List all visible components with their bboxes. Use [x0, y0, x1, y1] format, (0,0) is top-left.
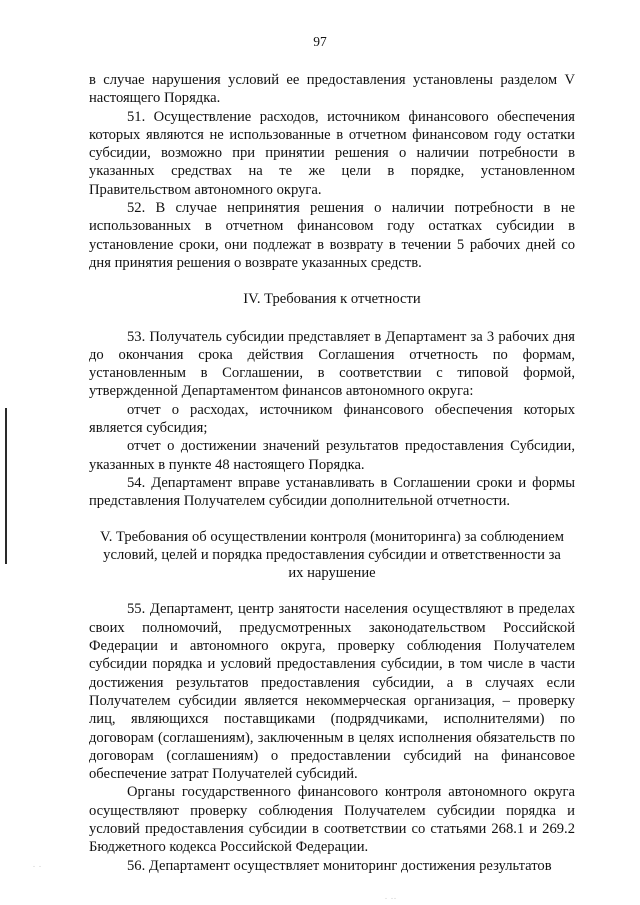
paragraph-56: 56. Департамент осуществляет мониторинг достижения результатов — [127, 857, 552, 874]
scan-speck-left: ∙ ∙ — [33, 862, 42, 871]
page-number: 97 — [313, 34, 327, 49]
paragraph-54: 54. Департамент вправе устанавливать в Соглашении сроки и формы представления Получателем субсидии дополнительной отчетности. — [89, 474, 575, 510]
section-v-heading — [89, 528, 575, 583]
paragraph-51: 51. Осуществление расходов, источником финансового обеспечения которых являются не использованные в отчетном финансовом году остатки субсидии, возможно при принятии решения о наличии потребности в указанных средствах на те же цели в порядке, установленном Правительством автономного округа. — [89, 108, 575, 198]
paragraph-55-control: Органы государственного финансового контроля автономного округа осуществляют проверку соблюдения Получателем субсидии порядка и условий предоставления субсидии в соответствии со статьями 268.1 и 269.2 Бюджетного кодекса Российской Федерации. — [89, 784, 575, 856]
section-v-heading-line-3: их нарушение — [288, 565, 376, 582]
section-v-heading-line-2: условий, целей и порядка предоставления субсидии и ответственности за — [103, 546, 561, 563]
scan-edge-bar — [5, 408, 7, 564]
paragraph-53-item-2: отчет о достижении значений результатов предоставления Субсидии, указанных в пункте 48 настоящего Порядка. — [89, 438, 575, 473]
paragraph-55: 55. Департамент, центр занятости населения осуществляют в пределах своих полномочий, предусмотренных законодательством Российской Федерации и автономного округа, проверку соблюдения Получателем субсидии порядка и условий предоставления субсидии, в том числе в части достижения результатов предоставления субсидии, а в случаях если Получателем субсидии является некоммерческая организация, – проверку лиц, являющихся поставщиками (подрядчиками, исполнителями) по договорам (соглашениям), заключенным в целях исполнения обязательств по договорам (соглашениям) о предоставлении субсидий на финансовое обеспечение затрат Получателей субсидий. — [89, 601, 575, 783]
section-iv-heading: IV. Требования к отчетности — [243, 291, 421, 308]
paragraph-continuation: в случае нарушения условий ее предоставления установлены разделом V настоящего Порядка. — [89, 72, 575, 107]
section-v-heading-line-1: V. Требования об осуществлении контроля (мониторинга) за соблюдением — [100, 528, 564, 545]
scan-speck-bottom: ∙ ∙∙ — [385, 894, 397, 903]
paragraph-53-item-1: отчет о расходах, источником финансового обеспечения которых является субсидия; — [89, 401, 575, 437]
document-body — [89, 71, 575, 875]
paragraph-53: 53. Получатель субсидии представляет в Департамент за 3 рабочих дня до окончания срока действия Соглашения отчетность по формам, установленным в Соглашении, в соответствии с типовой формой, утвержденной Департаментом финансов автономного округа: — [89, 328, 575, 400]
paragraph-52: 52. В случае непринятия решения о наличии потребности в не использованных в отчетном финансовом году остатках субсидии в установление сроки, они подлежат в возврату в течении 5 рабочих дней со дня принятия решения о возврате указанных средств. — [89, 200, 575, 271]
